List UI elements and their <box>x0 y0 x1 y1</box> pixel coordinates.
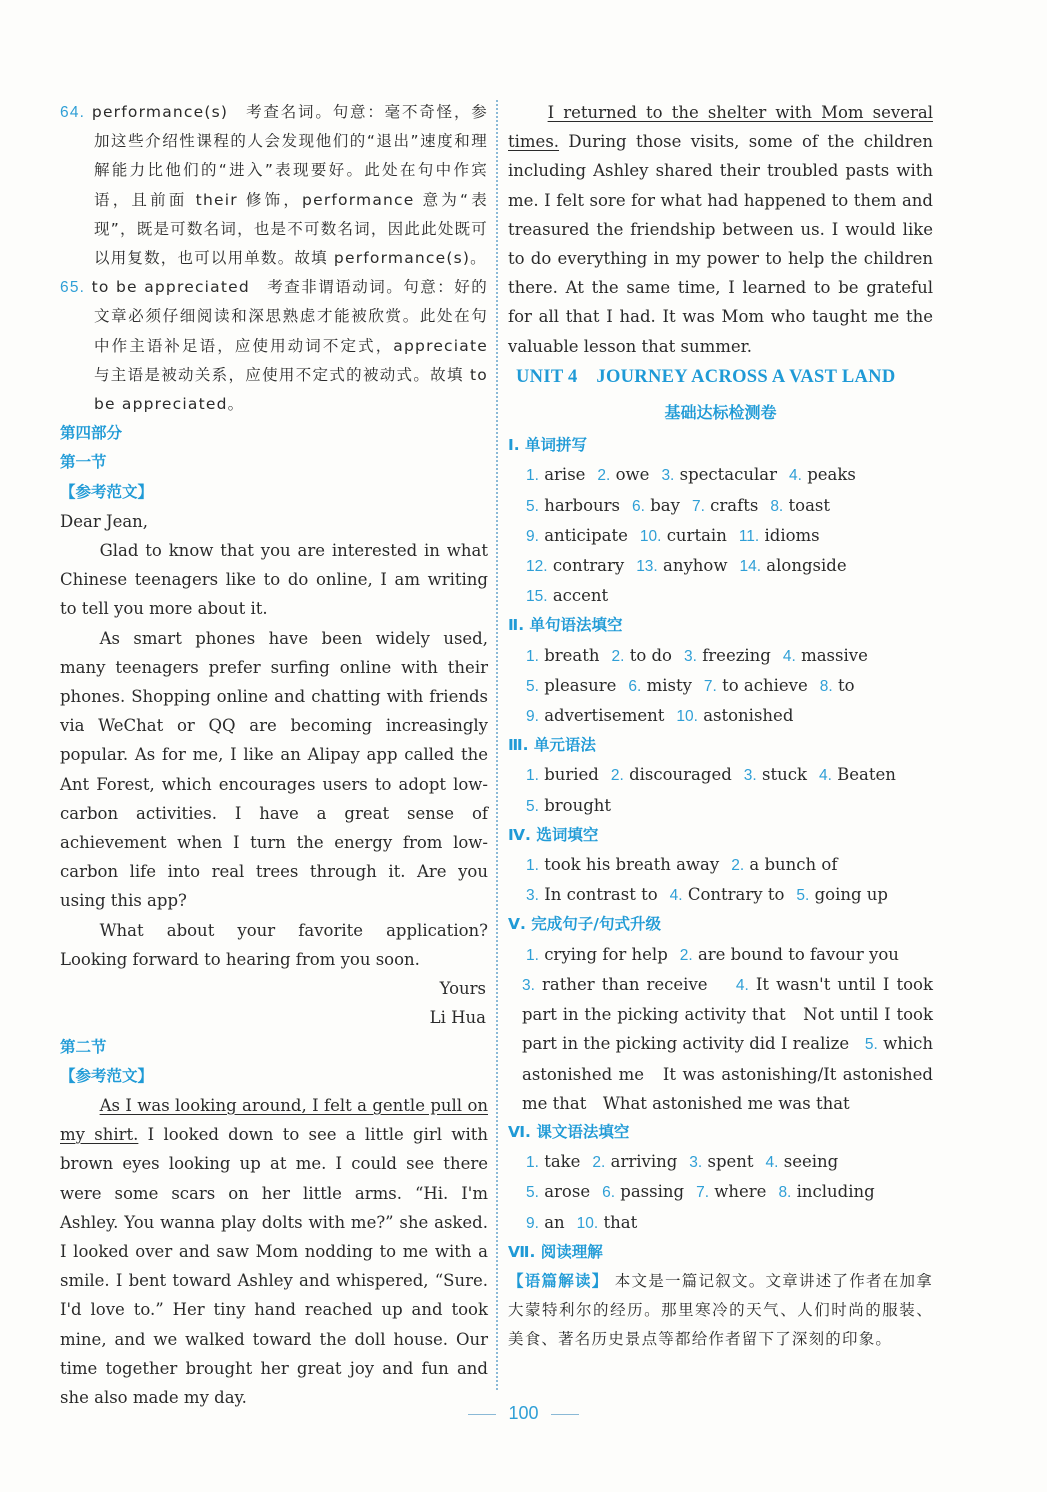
answer-row <box>508 850 933 880</box>
section-1-title: Ⅰ. 单词拼写 <box>508 436 588 455</box>
letter-signature: Li Hua <box>429 1008 486 1028</box>
section-3-title: Ⅲ. 单元语法 <box>508 736 596 755</box>
answer-item: 2. discouraged <box>610 765 732 785</box>
answer-item: 4. Contrary to <box>669 885 785 905</box>
answer-item: 5. brought <box>526 795 612 815</box>
section-3-answers <box>508 760 933 820</box>
answer-item: 1. breath <box>526 645 600 665</box>
sample-essay-tag-2: 【参考范文】 <box>60 1066 154 1085</box>
answer-row <box>508 491 933 521</box>
section-6-title: Ⅵ. 课文语法填空 <box>508 1122 630 1141</box>
answer-item: 5. pleasure <box>526 675 617 695</box>
answer-row <box>508 791 933 821</box>
answer-row <box>508 521 933 551</box>
answer-item: 8. to <box>819 675 855 695</box>
answer-row <box>508 581 933 611</box>
answer-item: 6. bay <box>632 495 680 515</box>
answer-item: 5. going up <box>796 885 888 905</box>
answer-65: 65. to be appreciated 考查非谓语动词。句意：好的文章必须仔细阅读和深思熟虑才能被欣赏。此处在句中作主语补足语，应使用动词不定式，appreciate 与主语是被动关系，应使用不定式的被动式。故填 to be appreciated。 <box>60 278 488 414</box>
answer-item: 7. where <box>696 1182 767 1202</box>
answer-item: 12. contrary <box>526 556 625 576</box>
column-divider <box>496 100 498 1390</box>
answer-row <box>508 1147 933 1177</box>
letter-closing: Yours <box>439 979 486 999</box>
letter-greeting: Dear Jean, <box>60 511 149 531</box>
answer-item: 15. accent <box>526 586 609 606</box>
section-6-answers <box>508 1147 933 1238</box>
answer-item: 10. astonished <box>676 706 794 726</box>
story2-underlined-sentence: I returned to the shelter with Mom several times. <box>508 103 933 152</box>
answer-item: 2. to do <box>611 645 672 665</box>
answer-item: 7. to achieve <box>703 675 808 695</box>
answer-item: 9. an <box>526 1212 565 1232</box>
answer-item: 8. including <box>778 1182 875 1202</box>
answer-item: 9. anticipate <box>526 525 628 545</box>
section-1-answers <box>508 460 933 611</box>
answer-row <box>508 551 933 581</box>
answer-row <box>508 880 933 910</box>
answer-item: 10. curtain <box>639 525 727 545</box>
answer-row <box>508 460 933 490</box>
answer-row <box>508 641 933 671</box>
section1-heading: 第一节 <box>60 453 107 472</box>
answer-row <box>508 1177 933 1207</box>
sample-essay-tag-1: 【参考范文】 <box>60 482 154 501</box>
answer-row <box>508 760 933 790</box>
answer-item: 2. owe <box>597 465 650 485</box>
page-number: 100 <box>0 1403 1047 1424</box>
answer-item: 1. arise <box>526 465 586 485</box>
answer-item: 7. crafts <box>691 495 759 515</box>
answer-item: 14. alongside <box>739 556 847 576</box>
story-underlined-sentence: As I was looking around, I felt a gentle pull on my shirt. <box>60 1095 488 1145</box>
story-paragraph: As I was looking around, I felt a gentle pull on my shirt. I looked down to see a little girl with brown eyes looking up at me. I could see there were some scars on her little arms. “Hi. I'm Ashley. You wanna play dolts with me?” she asked. I looked over and saw Mom nodding to me with a smile. I bent toward Ashley and whispered, “Sure. I'd love to.” Her tiny hand reached up and took mine, and we walked toward the doll house. Our time together brought her great joy and fun and she also made my day. <box>60 1095 488 1407</box>
answer-item: 5. harbours <box>526 495 621 515</box>
letter-paragraph-2: As smart phones have been widely used, many teenagers prefer surfing online with their phones. Shopping online and chatting with friends via WeChat or QQ are becoming increasingly popular. As for me, I like an Alipay app called the Ant Forest, which encourages users to adopt low-carbon activities. I have a great sense of achievement when I turn the energy from low-carbon life into real trees through it. Are you using this app? <box>60 628 488 911</box>
answer-item: 1. buried <box>526 765 599 785</box>
answer-item: 3. In contrast to <box>526 885 658 905</box>
answer-row <box>508 701 933 731</box>
answer-item: 1. crying for help <box>526 944 668 964</box>
answer-row <box>508 1208 933 1238</box>
answer-item: 4. Beaten <box>818 765 896 785</box>
answer-item: 5. arose <box>526 1182 591 1202</box>
letter-paragraph-3: What about your favorite application? Looking forward to hearing from you soon. <box>60 920 488 969</box>
section-5-answers <box>508 940 933 1118</box>
passage-analysis: 【语篇解读】 本文是一篇记叙文。文章讲述了作者在加拿大蒙特利尔的经历。那里寒冷的天气、人们时尚的服装、美食、著名历史景点等都给作者留下了深刻的印象。 <box>508 1271 933 1349</box>
unit-title: UNIT 4 JOURNEY ACROSS A VAST LAND <box>516 366 896 387</box>
right-column <box>508 98 933 1355</box>
part4-heading: 第四部分 <box>60 424 123 443</box>
answer-item: 3. stuck <box>743 765 807 785</box>
left-column <box>60 98 488 1412</box>
answer-item: 3. spectacular <box>661 465 777 485</box>
answer-item: 9. advertisement <box>526 706 665 726</box>
answer-item: 3. spent <box>689 1152 754 1172</box>
answer-item: 10. that <box>576 1212 638 1232</box>
section2-heading: 第二节 <box>60 1037 107 1056</box>
answer-item: 8. toast <box>770 495 830 515</box>
section-4-title: Ⅳ. 选词填空 <box>508 825 599 844</box>
passage-analysis-tag: 【语篇解读】 <box>508 1271 609 1290</box>
section-2-title: Ⅱ. 单句语法填空 <box>508 616 623 635</box>
test-title: 基础达标检测卷 <box>664 403 777 423</box>
answer-item: 4. seeing <box>765 1152 839 1172</box>
answer-item: 4. massive <box>782 645 868 665</box>
answer-item: 2. a bunch of <box>731 855 838 875</box>
answer-item: 3. freezing <box>684 645 771 665</box>
answer-64: 64. performance(s) 考查名词。句意：毫不奇怪，参加这些介绍性课程的人会发现他们的“退出”速度和理解能力比他们的“进入”表现要好。此处在句中作宾语，且前面 their 修饰，performance 意为“表现”，既是可数名词，也是不可数名词，因此此处既可以用复数，也可以用单数。故填 performance(s)。 <box>60 103 488 268</box>
answer-item: 1. took his breath away <box>526 855 720 875</box>
section-4-answers <box>508 850 933 910</box>
answer-item: 2. are bound to favour you <box>679 944 899 964</box>
section-7-title: Ⅶ. 阅读理解 <box>508 1242 603 1261</box>
letter-paragraph-1: Glad to know that you are interested in what Chinese teenagers like to do online, I am writing to tell you more about it. <box>60 541 488 619</box>
answer-item: 6. misty <box>628 675 692 695</box>
story-paragraph-2: I returned to the shelter with Mom several times. During those visits, some of the children including Ashley shared their troubled pasts with me. I felt sore for what had happened to them and treasured the friendship between us. I would like to do everything in my power to help the children there. At the same time, I learned to be grateful for all that I had. It was Mom who taught me the valuable lesson that summer. <box>508 103 933 356</box>
answer-item: 6. passing <box>602 1182 685 1202</box>
answer-row: 3. rather than receive 4. It wasn't until I took part in the picking activity that Not until I took part in the picking activity did I realize 5. which astonished me It was astonishing/It astonished me that What astonished me was that <box>522 974 933 1113</box>
answer-item: 1. take <box>526 1152 581 1172</box>
section-5-title: Ⅴ. 完成句子/句式升级 <box>508 915 661 934</box>
answer-row <box>508 940 933 970</box>
answer-item: 4. peaks <box>789 465 856 485</box>
answer-item: 2. arriving <box>592 1152 678 1172</box>
answer-row <box>508 671 933 701</box>
section-2-answers <box>508 641 933 732</box>
answer-item: 13. anyhow <box>636 556 728 576</box>
answer-item: 11. idioms <box>738 525 820 545</box>
